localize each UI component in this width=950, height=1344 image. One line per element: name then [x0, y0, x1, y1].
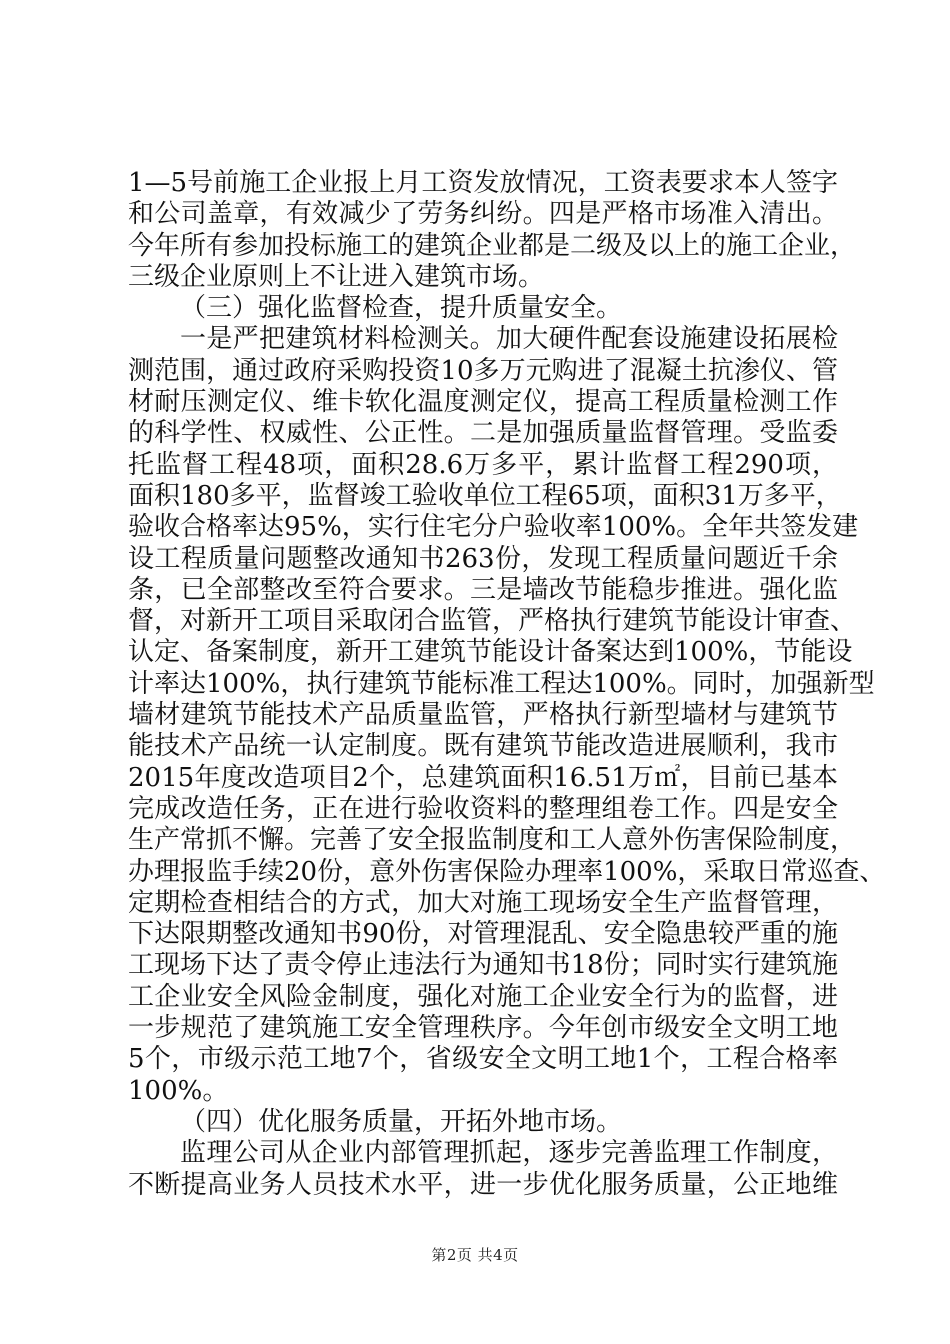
text-line: 5个，市级示范工地7个，省级安全文明工地1个，工程合格率 — [128, 1044, 838, 1075]
text-line: 墙材建筑节能技术产品质量监管，严格执行新型墙材与建筑节 — [128, 700, 838, 731]
text-line: 不断提高业务人员技术水平，进一步优化服务质量，公正地维 — [128, 1169, 838, 1200]
text-line: 监理公司从企业内部管理抓起，逐步完善监理工作制度， — [180, 1138, 838, 1169]
text-line: 定期检查相结合的方式，加大对施工现场安全生产监督管理， — [128, 887, 838, 918]
text-line: 督，对新开工项目采取闭合监管，严格执行建筑节能设计审查、 — [128, 606, 857, 637]
text-line: 今年所有参加投标施工的建筑企业都是二级及以上的施工企业， — [128, 230, 857, 261]
page-footer: 第2页 共4页 — [431, 1246, 519, 1264]
text-line: 工现场下达了责令停止违法行为通知书18份；同时实行建筑施 — [128, 950, 838, 981]
text-line: 1—5号前施工企业报上月工资发放情况，工资表要求本人签字 — [128, 168, 838, 198]
text-line: 认定、备案制度，新开工建筑节能设计备案达到100%，节能设 — [128, 637, 853, 668]
text-line: 能技术产品统一认定制度。既有建筑节能改造进展顺利，我市 — [128, 731, 838, 762]
text-line: 一步规范了建筑施工安全管理秩序。今年创市级安全文明工地 — [128, 1013, 838, 1044]
text-line: 验收合格率达95%，实行住宅分户验收率100%。全年共签发建 — [128, 512, 859, 543]
text-line: 办理报监手续20份，意外伤害保险办理率100%，采取日常巡查、 — [128, 856, 886, 887]
text-line: 工企业安全风险金制度，强化对施工企业安全行为的监督，进 — [128, 981, 838, 1012]
text-line: 下达限期整改通知书90份，对管理混乱、安全隐患较严重的施 — [128, 919, 838, 950]
document-body — [128, 168, 886, 1201]
text-line: 条，已全部整改至符合要求。三是墙改节能稳步推进。强化监 — [128, 574, 838, 605]
text-line: 计率达100%，执行建筑节能标准工程达100%。同时，加强新型 — [128, 668, 875, 699]
text-line: （四）优化服务质量，开拓外地市场。 — [180, 1106, 623, 1137]
text-line: 材耐压测定仪、维卡软化温度测定仪，提高工程质量检测工作 — [128, 387, 838, 418]
text-line: 一是严把建筑材料检测关。加大硬件配套设施建设拓展检 — [180, 324, 838, 355]
text-line: 完成改造任务，正在进行验收资料的整理组卷工作。四是安全 — [128, 793, 838, 824]
text-line: 托监督工程48项，面积28.6万多平，累计监督工程290项， — [128, 449, 838, 480]
text-line: 面积180多平，监督竣工验收单位工程65项，面积31万多平， — [128, 480, 842, 511]
text-line: 测范围，通过政府采购投资10多万元购进了混凝土抗渗仪、管 — [128, 355, 838, 386]
text-line: 100%。 — [128, 1075, 229, 1106]
text-line: 设工程质量问题整改通知书263份，发现工程质量问题近千余 — [128, 543, 838, 574]
text-line: 的科学性、权威性、公正性。二是加强质量监督管理。受监委 — [128, 418, 838, 449]
text-line: 和公司盖章，有效减少了劳务纠纷。四是严格市场准入清出。 — [128, 199, 838, 230]
text-line: 2015年度改造项目2个，总建筑面积16.51万㎡，目前已基本 — [128, 762, 838, 793]
text-line: 三级企业原则上不让进入建筑市场。 — [128, 261, 545, 292]
text-line: （三）强化监督检查，提升质量安全。 — [180, 293, 623, 324]
text-line: 生产常抓不懈。完善了安全报监制度和工人意外伤害保险制度， — [128, 825, 857, 856]
